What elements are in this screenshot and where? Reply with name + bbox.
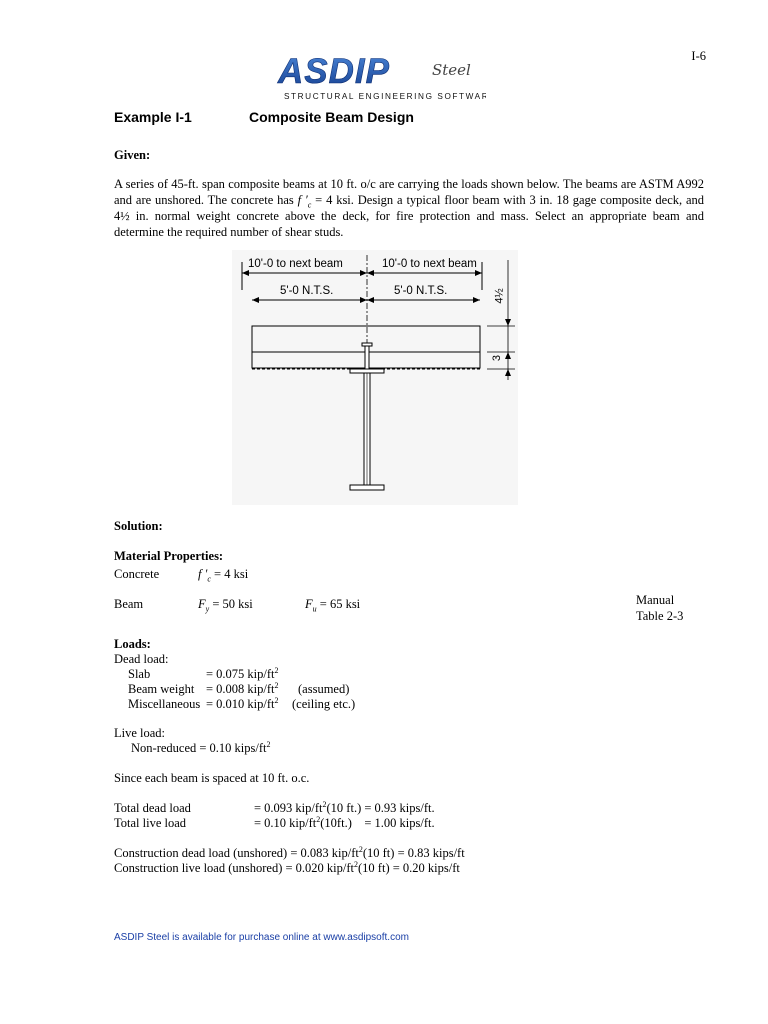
slab-load-value xyxy=(206,666,279,682)
misc-load-sq: 2 xyxy=(274,695,279,705)
beam-fy xyxy=(198,596,253,612)
total-dead-value xyxy=(254,800,435,816)
given-text-a: A series of 45-ft. span composite beams at 10 ft. o/c are carrying the loads shown below. The beams are ASTM A992 and are unshored. The concrete has xyxy=(114,177,704,207)
example-title: Composite Beam Design xyxy=(249,109,414,125)
spacing-note: Since each beam is spaced at 10 ft. o.c. xyxy=(114,771,310,785)
total-dead-b: (10 ft.) = 0.93 kips/ft. xyxy=(326,801,435,815)
total-live-a: = 0.10 kip/ft xyxy=(254,816,317,830)
given-heading: Given: xyxy=(114,148,151,162)
material-heading: Material Properties: xyxy=(114,549,224,563)
concrete-fc-value: = 4 ksi xyxy=(210,567,249,581)
misc-load-label: Miscellaneous xyxy=(128,697,201,711)
example-number: Example I-1 xyxy=(114,109,192,125)
given-text-b: = 4 ksi. Design a typical floor beam with 3 in. 18 gage composite deck, and 4½ in. normal weight concrete above the deck, for fire protection and mass. Select an appropriate beam and determine the required number of shear studs. xyxy=(114,193,705,239)
beam-weight-sq: 2 xyxy=(274,680,279,690)
total-dead-label: Total dead load xyxy=(114,801,191,815)
beam-weight-label: Beam weight xyxy=(128,682,195,696)
given-paragraph xyxy=(114,176,704,240)
total-dead-a: = 0.093 kip/ft xyxy=(254,801,323,815)
construction-dead-load xyxy=(114,845,465,861)
construction-live-load xyxy=(114,860,460,876)
svg-text:ASDIP: ASDIP xyxy=(278,52,390,91)
dead-load-heading: Dead load: xyxy=(114,652,169,666)
page-number: I-6 xyxy=(691,49,706,63)
live-load-nonreduced xyxy=(131,740,271,756)
concrete-label: Concrete xyxy=(114,567,160,581)
left-nts-label: 5'-0 N.T.S. xyxy=(280,285,334,297)
misc-load-value xyxy=(206,696,279,712)
beam-label: Beam xyxy=(114,597,144,611)
misc-load-number: = 0.010 kip/ft xyxy=(206,697,275,711)
manual-reference-line1: Manual xyxy=(636,593,675,607)
loads-heading: Loads: xyxy=(114,637,151,651)
concrete-fc-subscript: c xyxy=(207,574,211,584)
slab-load-number: = 0.075 kip/ft xyxy=(206,667,275,681)
const-live-b: (10 ft) = 0.20 kips/ft xyxy=(358,861,460,875)
solution-heading: Solution: xyxy=(114,519,163,533)
beam-weight-number: = 0.008 kip/ft xyxy=(206,682,275,696)
live-load-heading: Live load: xyxy=(114,726,166,740)
fu-value: = 65 ksi xyxy=(316,597,361,611)
const-dead-b: (10 ft) = 0.83 kips/ft xyxy=(362,846,465,860)
fc-subscript: c xyxy=(307,200,312,210)
total-dead-sq: 2 xyxy=(322,799,327,809)
const-live-a: Construction live load (unshored) = 0.020 kip/ft xyxy=(114,861,355,875)
misc-load-note: (ceiling etc.) xyxy=(292,697,356,711)
fu-subscript: u xyxy=(312,604,317,614)
const-dead-a: Construction dead load (unshored) = 0.083 kip/ft xyxy=(114,846,359,860)
total-live-b: (10ft.) = 1.00 kips/ft. xyxy=(320,816,435,830)
total-live-label: Total live load xyxy=(114,816,187,830)
right-spacing-label: 10'-0 to next beam xyxy=(382,258,477,270)
concrete-strength xyxy=(198,566,248,582)
total-live-value xyxy=(254,815,435,831)
fy-symbol: F xyxy=(198,597,206,611)
fc-symbol: f ′ xyxy=(297,193,308,207)
concrete-fc-symbol: f ′ xyxy=(198,567,208,581)
asdip-steel-logo xyxy=(276,50,486,102)
const-live-sq: 2 xyxy=(354,859,359,869)
live-load-number: Non-reduced = 0.10 kips/ft xyxy=(131,741,267,755)
fu-symbol: F xyxy=(305,597,313,611)
right-nts-label: 5'-0 N.T.S. xyxy=(394,285,448,297)
const-dead-sq: 2 xyxy=(358,844,363,854)
fy-subscript: y xyxy=(205,604,210,614)
beam-weight-note: (assumed) xyxy=(298,682,350,696)
deck-depth-label: 3 xyxy=(491,354,504,362)
beam-weight-value xyxy=(206,681,279,697)
manual-reference-line2: Table 2-3 xyxy=(636,609,684,623)
slab-load-label: Slab xyxy=(128,667,151,681)
fy-value: = 50 ksi xyxy=(209,597,253,611)
svg-text:Steel: Steel xyxy=(432,61,471,79)
left-spacing-label: 10'-0 to next beam xyxy=(248,258,343,270)
slab-depth-label: 4½ xyxy=(493,288,506,304)
svg-text:STRUCTURAL ENGINEERING SOFTWAR: STRUCTURAL ENGINEERING SOFTWARE xyxy=(284,92,486,101)
slab-load-sq: 2 xyxy=(274,665,279,675)
total-live-sq: 2 xyxy=(316,814,321,824)
live-load-sq: 2 xyxy=(266,739,271,749)
beam-fu xyxy=(305,596,360,612)
composite-beam-section-diagram xyxy=(232,250,518,505)
purchase-footer-link[interactable]: ASDIP Steel is available for purchase online at www.asdipsoft.com xyxy=(114,932,409,943)
